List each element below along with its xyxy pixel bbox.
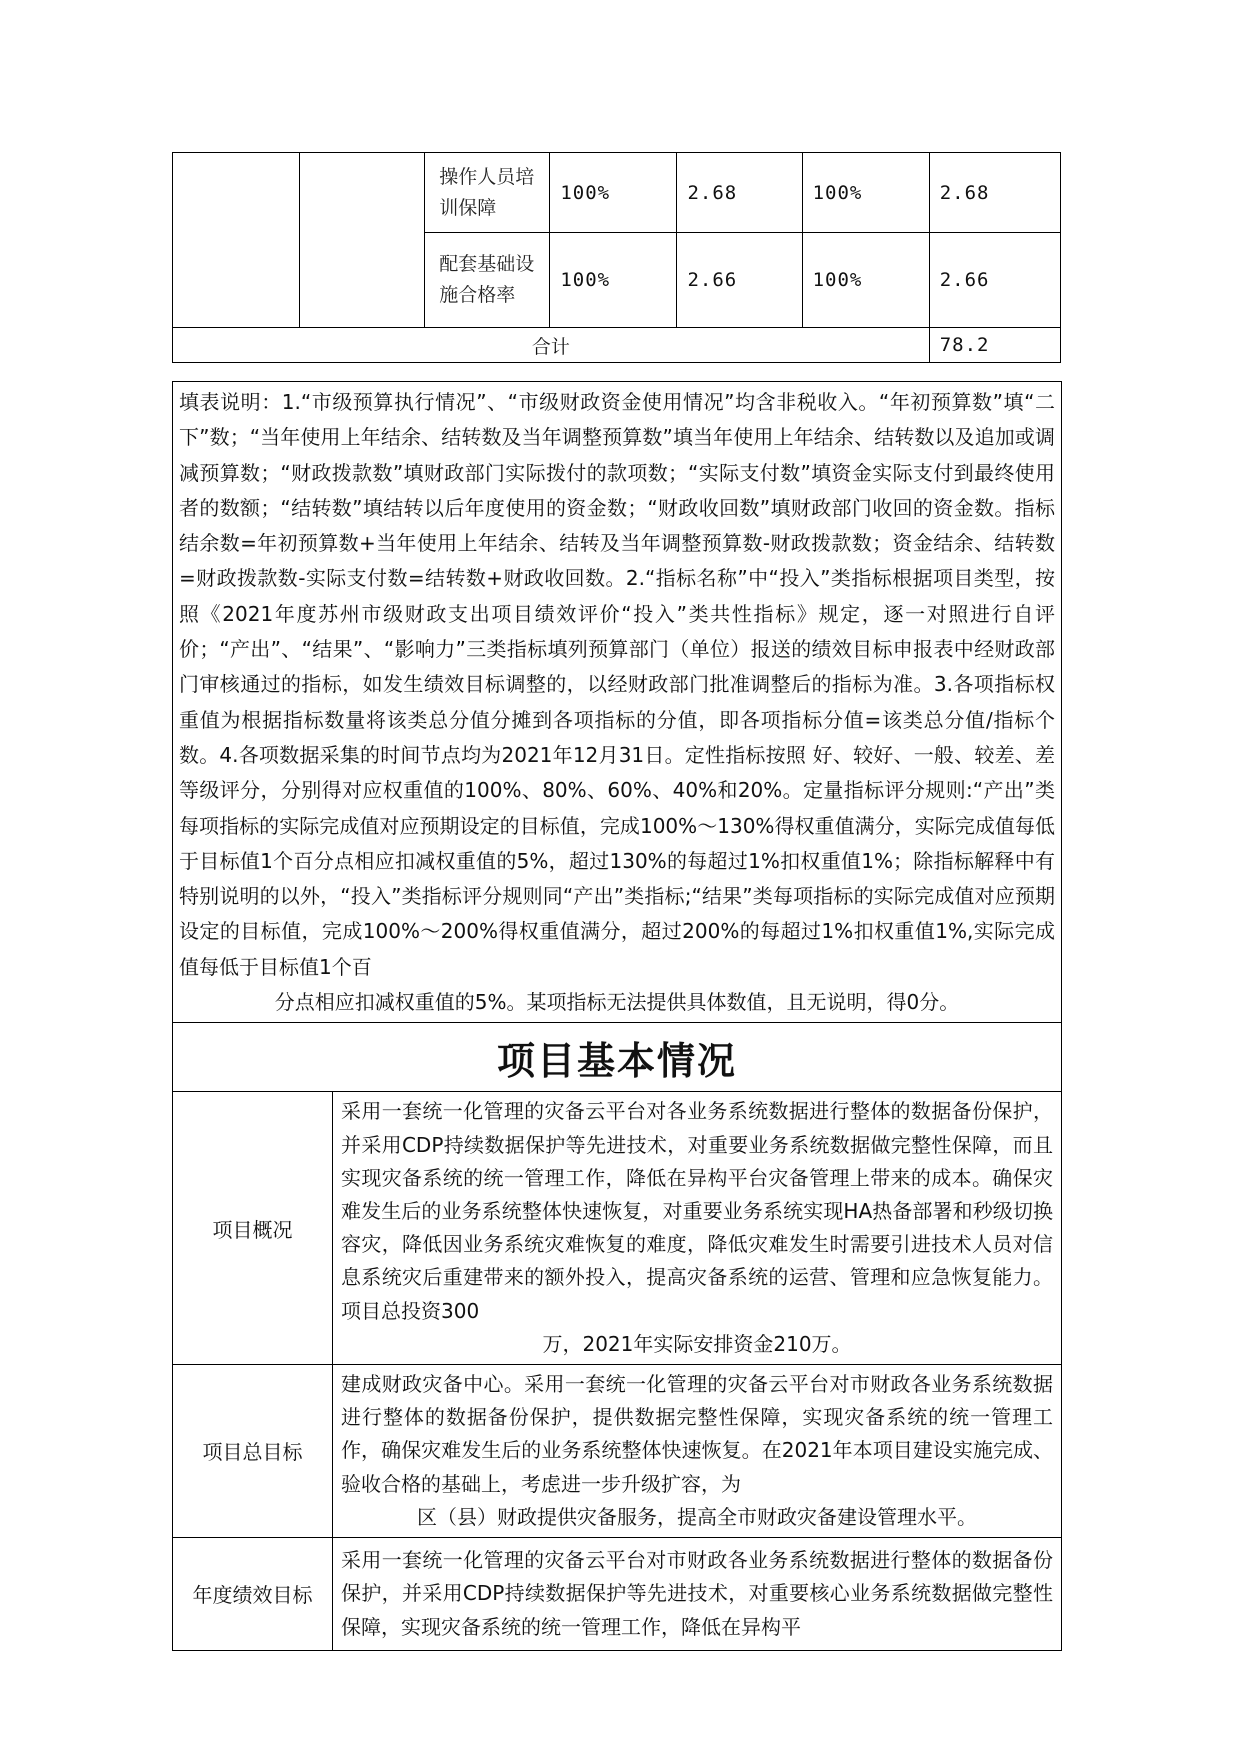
actual-value: 100% — [802, 153, 929, 233]
goal-text: 建成财政灾备中心。采用一套统一化管理的灾备云平台对市财政各业务系统数据进行整体的数据备份保护，提供数据完整性保障，实现灾备系统的统一管理工作，确保灾难发生后的业务系统整体快速恢复。在2021年本项目建设实施完成、验收合格的基础上，考虑进一步升级扩容，为 — [341, 1371, 1054, 1496]
notes-table — [172, 381, 1062, 1651]
total-label: 合计 — [173, 328, 930, 363]
goal-last-line: 区（县）财政提供灾备服务，提高全市财政灾备建设管理水平。 — [417, 1504, 977, 1529]
score-table — [172, 152, 1061, 363]
total-row — [173, 328, 1061, 363]
table-row — [173, 153, 1061, 233]
weight-value: 2.66 — [677, 233, 802, 328]
target-value: 100% — [550, 153, 677, 233]
annual-goal-label: 年度绩效目标 — [173, 1537, 333, 1650]
target-value: 100% — [550, 233, 677, 328]
filling-instructions — [173, 382, 1062, 1023]
total-value: 78.2 — [929, 328, 1060, 363]
goal-label: 项目总目标 — [173, 1364, 333, 1537]
overview-label: 项目概况 — [173, 1092, 333, 1365]
annual-goal-content: 采用一套统一化管理的灾备云平台对市财政各业务系统数据进行整体的数据备份保护，并采用CDP持续数据保护等先进技术，对重要核心业务系统数据做完整性保障，实现灾备系统的统一管理工作，降低在异构平 — [333, 1537, 1062, 1650]
score-value: 2.66 — [929, 233, 1060, 328]
overview-content — [333, 1092, 1062, 1365]
goal-content — [333, 1364, 1062, 1537]
actual-value: 100% — [802, 233, 929, 328]
instructions-text: 填表说明：1.“市级预算执行情况”、“市级财政资金使用情况”均含非税收入。“年初预算数”填“二下”数；“当年使用上年结余、结转数及当年调整预算数”填当年使用上年结余、结转数以及追加或调减预算数；“财政拨款数”填财政部门实际拨付的款项数；“实际支付数”填资金实际支付到最终使用者的数额；“结转数”填结转以后年度使用的资金数；“财政收回数”填财政部门收回的资金数。指标结余数=年初预算数+当年使用上年结余、结转及当年调整预算数-财政拨款数；资金结余、结转数=财政拨款数-实际支付数=结转数+财政收回数。2.“指标名称”中“投入”类指标根据项目类型，按照《2021年度苏州市级财政支出项目绩效评价“投入”类共性指标》规定，逐一对照进行自评价；“产出”、“结果”、“影响力”三类指标填列预算部门（单位）报送的绩效目标申报表中经财政部门审核通过的指标，如发生绩效目标调整的，以经财政部门批准调整后的指标为准。3.各项指标权重值为根据指标数量将该类总分值分摊到各项指标的分值，即各项指标分值=该类总分值/指标个数。4.各项数据采集的时间节点均为2021年12月31日。定性指标按照 好、较好、一般、较差、差 等级评分，分别得对应权重值的100%、80%、60%、40%和20%。定量指标评分规则:“产出”类每项指标的实际完成值对应预期设定的目标值，完成100%～130%得权重值满分，实际完成值每低于目标值1个百分点相应扣减权重值的5%，超过130%的每超过1%扣权重值1%；除指标解释中有特别说明的以外，“投入”类指标评分规则同“产出”类指标;“结果”类每项指标的实际完成值对应预期设定的目标值，完成100%～200%得权重值满分，超过200%的每超过1%扣权重值1%,实际完成值每低于目标值1个百 — [179, 390, 1056, 979]
blank-subcategory-cell — [300, 153, 425, 328]
blank-category-cell — [173, 153, 300, 328]
metric-name: 配套基础设施合格率 — [425, 233, 550, 328]
instructions-last-line: 分点相应扣减权重值的5%。某项指标无法提供具体数值，且无说明，得0分。 — [274, 990, 960, 1015]
metric-name: 操作人员培训保障 — [425, 153, 550, 233]
score-value: 2.68 — [929, 153, 1060, 233]
overview-last-line: 万，2021年实际安排资金210万。 — [542, 1331, 852, 1356]
overview-text: 采用一套统一化管理的灾备云平台对各业务系统数据进行整体的数据备份保护，并采用CDP持续数据保护等先进技术，对重要业务系统数据做完整性保障，而且实现灾备系统的统一管理工作，降低在异构平台灾备管理上带来的成本。确保灾难发生后的业务系统整体快速恢复，对重要业务系统实现HA热备部署和秒级切换容灾，降低因业务系统灾难恢复的难度，降低灾难发生时需要引进技术人员对信息系统灾后重建带来的额外投入，提高灾备系统的运营、管理和应急恢复能力。项目总投资300 — [341, 1099, 1054, 1323]
section-title: 项目基本情况 — [173, 1023, 1062, 1092]
weight-value: 2.68 — [677, 153, 802, 233]
